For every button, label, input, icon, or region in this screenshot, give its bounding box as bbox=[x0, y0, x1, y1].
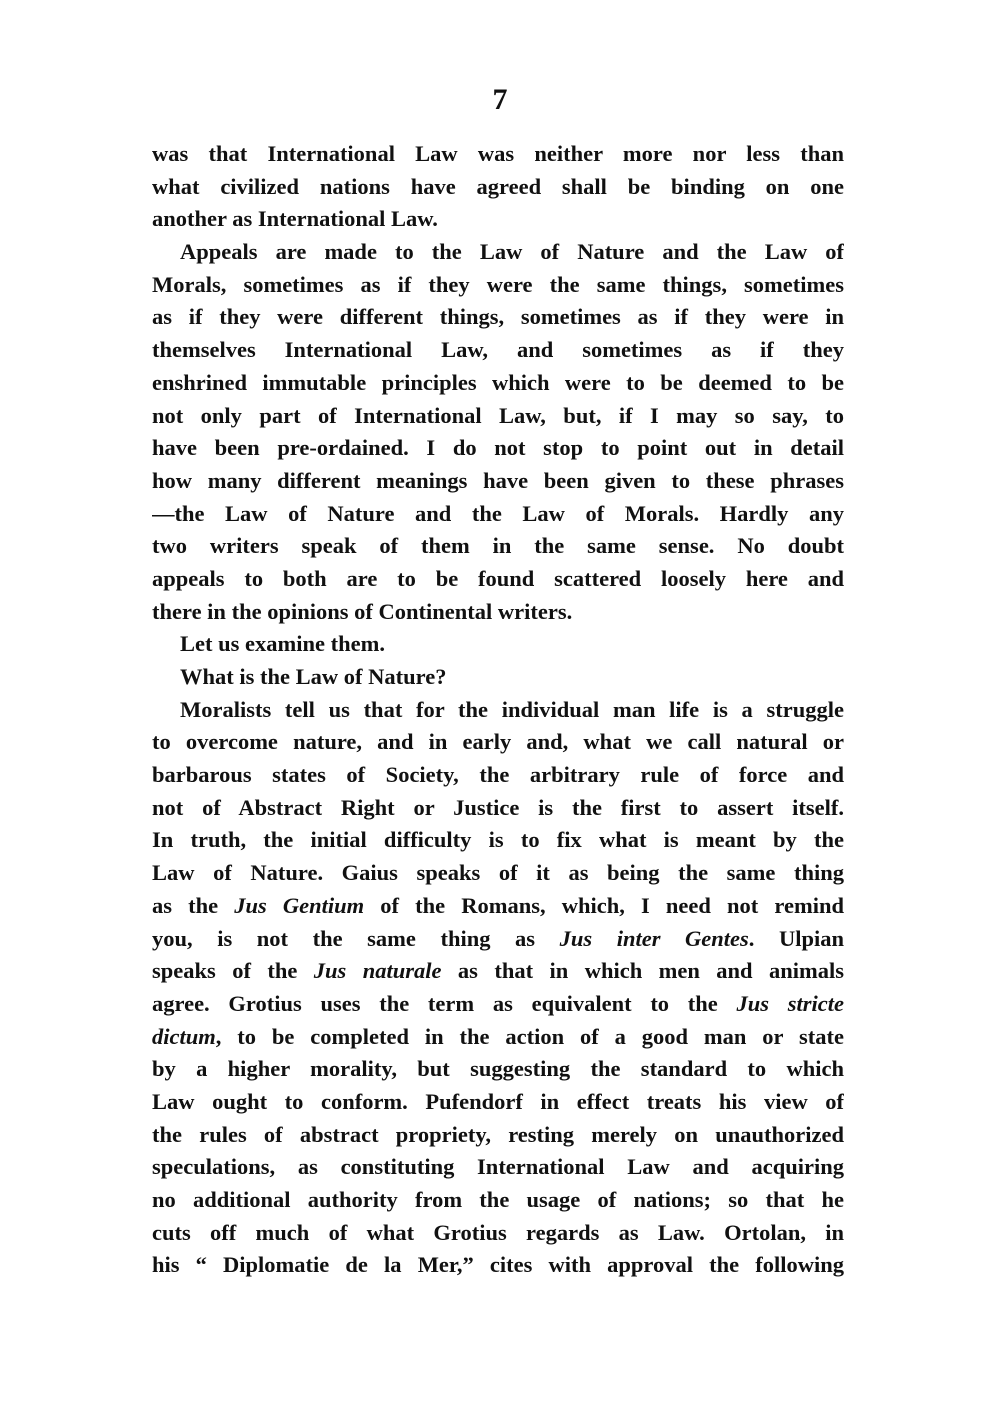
paragraph-start-line: Moralists tell us that for the individual man life is a struggle bbox=[180, 696, 844, 722]
text-line: In truth, the initial difficulty is to fix what is meant by the bbox=[152, 827, 844, 853]
text-line: to overcome nature, and in early and, what we call natural or bbox=[152, 729, 844, 755]
text-line: how many different meanings have been given to these phrases bbox=[152, 467, 844, 493]
italic-term: dictum bbox=[152, 1023, 216, 1049]
italic-term: Jus inter Gentes bbox=[559, 925, 749, 951]
text-line: not of Abstract Right or Justice is the first to assert itself. bbox=[152, 794, 844, 820]
text-line: appeals to both are to be found scattered loosely here and bbox=[152, 565, 844, 591]
paragraph-start-line: What is the Law of Nature? bbox=[180, 664, 447, 689]
text-line: another as International Law. bbox=[152, 206, 438, 232]
text-segment: as that in which men and animals bbox=[441, 958, 844, 984]
text-line: two writers speak of them in the same sense. No doubt bbox=[152, 533, 844, 559]
text-segment: , to be completed in the action of a good man or state bbox=[215, 1023, 844, 1049]
italic-term: Jus Gentium bbox=[234, 892, 365, 918]
text-line: what civilized nations have agreed shall be binding on one bbox=[152, 173, 844, 199]
text-segment: as the bbox=[152, 892, 235, 918]
text-line: enshrined immutable principles which were to be deemed to be bbox=[152, 369, 844, 395]
text-segment: you, is not the same thing as bbox=[152, 925, 560, 951]
text-line: barbarous states of Society, the arbitrary rule of force and bbox=[152, 762, 844, 788]
text-line: no additional authority from the usage of nations; so that he bbox=[152, 1187, 844, 1212]
text-line: the rules of abstract propriety, resting merely on unauthorized bbox=[152, 1121, 844, 1147]
italic-term: Jus stricte bbox=[736, 990, 844, 1016]
italic-term: Jus naturale bbox=[313, 958, 442, 984]
text-line: not only part of International Law, but, if I may so say, to bbox=[152, 402, 844, 428]
text-line bbox=[152, 923, 844, 956]
text-line: have been pre-ordained. I do not stop to point out in detail bbox=[152, 435, 844, 461]
text-line: his “ Diplomatie de la Mer,” cites with approval the following bbox=[152, 1252, 844, 1278]
paragraph-start-line: Appeals are made to the Law of Nature and the Law of bbox=[180, 239, 844, 265]
text-segment: . Ulpian bbox=[748, 925, 844, 951]
body-text bbox=[152, 138, 844, 1282]
text-line: there in the opinions of Continental writers. bbox=[152, 598, 573, 624]
text-line: as if they were different things, sometimes as if they were in bbox=[152, 304, 844, 330]
text-line: Law ought to conform. Pufendorf in effect treats his view of bbox=[152, 1088, 844, 1114]
text-segment: speaks of the bbox=[152, 958, 314, 984]
text-line bbox=[152, 955, 844, 988]
paragraph-start-line: Let us examine them. bbox=[180, 631, 385, 657]
text-segment: of the Romans, which, I need not remind bbox=[364, 892, 844, 918]
text-line bbox=[152, 1021, 844, 1054]
page-number: 7 bbox=[492, 83, 508, 116]
text-line bbox=[152, 890, 844, 923]
text-line bbox=[152, 988, 844, 1021]
text-line: Morals, sometimes as if they were the same things, sometimes bbox=[152, 271, 844, 297]
text-line: by a higher morality, but suggesting the standard to which bbox=[152, 1056, 844, 1082]
text-segment: agree. Grotius uses the term as equivalent to the bbox=[152, 990, 737, 1016]
text-line: was that International Law was neither more nor less than bbox=[152, 141, 844, 166]
text-line: themselves International Law, and sometimes as if they bbox=[152, 337, 844, 363]
text-line: Law of Nature. Gaius speaks of it as being the same thing bbox=[152, 860, 844, 886]
text-line: cuts off much of what Grotius regards as Law. Ortolan, in bbox=[152, 1219, 844, 1245]
text-line: speculations, as constituting International Law and acquiring bbox=[152, 1154, 844, 1180]
text-line: —the Law of Nature and the Law of Morals. Hardly any bbox=[152, 500, 844, 526]
